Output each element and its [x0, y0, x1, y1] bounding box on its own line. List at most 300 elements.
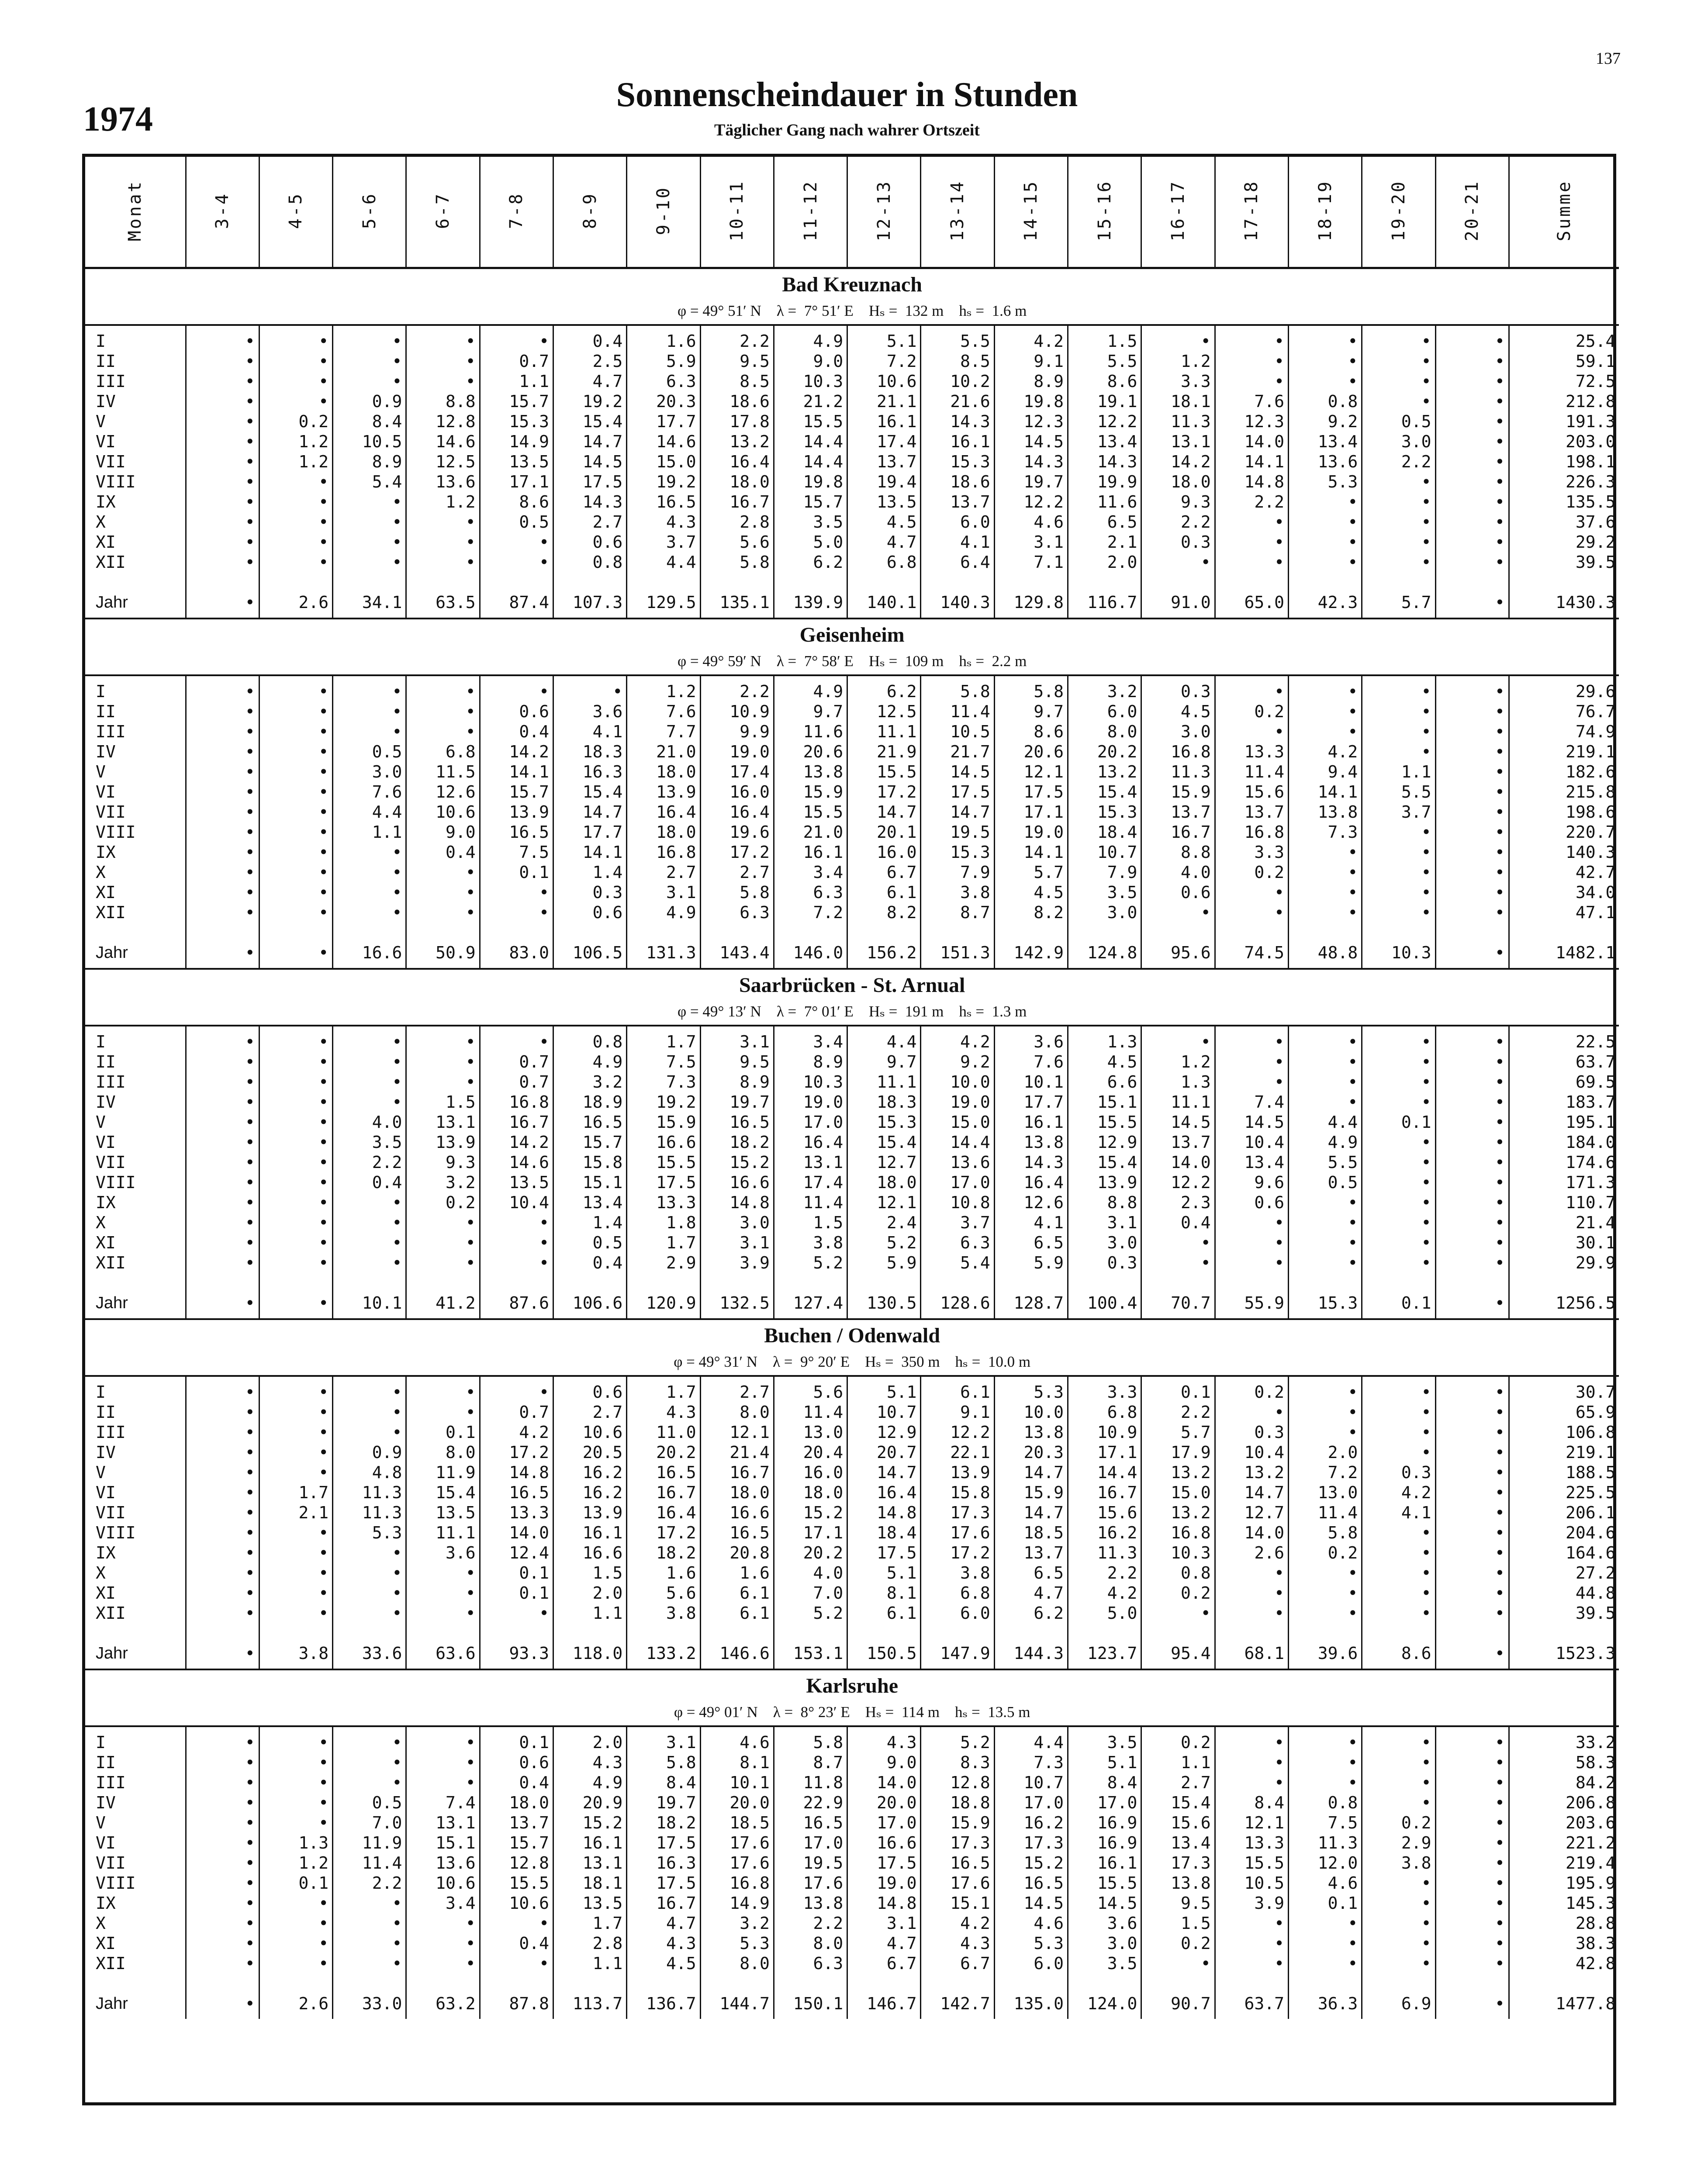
hour-cell: 17.5: [921, 782, 994, 802]
hour-cell: 15.7: [480, 391, 553, 411]
hour-cell: 123.7: [1068, 1638, 1141, 1669]
hour-cell: 4.2: [1068, 1583, 1141, 1603]
hour-cell: 6.1: [847, 882, 921, 902]
hour-cell: 19.0: [921, 1092, 994, 1112]
hour-cell: 21.1: [847, 391, 921, 411]
hour-cell: •: [186, 1583, 259, 1603]
hour-cell: •: [1362, 1893, 1435, 1913]
hour-cell: 6.8: [847, 552, 921, 572]
hour-cell: 127.4: [774, 1288, 847, 1319]
hour-cell: [1435, 572, 1509, 587]
hour-cell: 9.6: [1215, 1172, 1288, 1192]
hour-cell: 10.7: [994, 1773, 1068, 1793]
hour-cell: 13.2: [700, 432, 774, 452]
hour-cell: [333, 572, 406, 587]
hour-cell: 21.7: [921, 742, 994, 762]
hour-cell: [186, 1273, 259, 1288]
hour-cell: •: [259, 1583, 332, 1603]
year-total-row: [85, 587, 1619, 619]
table-row: [85, 492, 1619, 512]
table-row: [85, 391, 1619, 411]
hour-cell: •: [1362, 1933, 1435, 1953]
sum-cell: 110.7: [1565, 1193, 1616, 1212]
hour-cell: 14.8: [480, 1462, 553, 1482]
hour-cell: 3.7: [627, 532, 700, 552]
hour-cell: •: [1362, 1603, 1435, 1623]
table-row: [85, 472, 1619, 492]
hour-cell: 16.7: [700, 492, 774, 512]
hour-cell: 17.5: [994, 782, 1068, 802]
hour-cell: •: [1215, 1726, 1288, 1752]
hour-cell: 10.4: [1215, 1132, 1288, 1152]
hour-cell: 5.1: [847, 325, 921, 351]
hour-cell: 20.1: [847, 822, 921, 842]
spacer-row: [85, 572, 1619, 587]
sum-cell: 29.9: [1575, 1253, 1616, 1272]
hour-cell: •: [186, 1752, 259, 1773]
hour-cell: 8.3: [921, 1752, 994, 1773]
hour-cell: •: [1362, 1132, 1435, 1152]
hour-cell: 8.0: [700, 1953, 774, 1973]
hour-cell: 1.7: [259, 1482, 332, 1503]
hour-cell: 7.2: [774, 902, 847, 923]
hour-cell: 8.4: [627, 1773, 700, 1793]
hour-cell: 1.2: [1141, 351, 1215, 371]
hour-cell: 19.8: [994, 391, 1068, 411]
sum-cell: 106.8: [1565, 1423, 1616, 1442]
station-data: [85, 1026, 1619, 1319]
hour-cell: •: [259, 1026, 332, 1052]
hour-cell: 13.7: [847, 452, 921, 472]
hour-cell: •: [1435, 1482, 1509, 1503]
hour-cell: 4.7: [994, 1583, 1068, 1603]
hour-cell: 7.6: [994, 1052, 1068, 1072]
hour-cell: •: [1362, 532, 1435, 552]
hour-cell: 14.7: [994, 1462, 1068, 1482]
table-row: [85, 432, 1619, 452]
hour-cell: 10.6: [480, 1893, 553, 1913]
hour-cell: 4.7: [553, 371, 626, 391]
hour-cell: 2.2: [1068, 1563, 1141, 1583]
hour-cell: •: [186, 1288, 259, 1319]
hour-cell: 17.7: [627, 411, 700, 432]
sum-cell: [1509, 1623, 1619, 1638]
hour-cell: 10.3: [1141, 1543, 1215, 1563]
hour-cell: [700, 1973, 774, 1988]
col-header-hour: [1141, 157, 1215, 268]
hour-cell: 20.5: [553, 1442, 626, 1462]
station-name: Bad Kreuznach: [782, 273, 922, 296]
sum-cell: 164.6: [1565, 1543, 1616, 1562]
hour-cell: [1068, 572, 1141, 587]
hour-cell: 12.5: [406, 452, 480, 472]
month-label: VIII: [85, 1172, 186, 1192]
hour-cell: 21.9: [847, 742, 921, 762]
hour-cell: 144.7: [700, 1988, 774, 2019]
sum-cell: 28.8: [1575, 1914, 1616, 1933]
hour-cell: 87.6: [480, 1288, 553, 1319]
hour-cell: •: [186, 782, 259, 802]
hour-cell: 5.1: [847, 1376, 921, 1402]
hour-cell: •: [333, 1092, 406, 1112]
hour-cell: 0.7: [480, 351, 553, 371]
hour-cell: 15.2: [774, 1503, 847, 1523]
hour-cell: 0.1: [480, 862, 553, 882]
hour-cell: 150.1: [774, 1988, 847, 2019]
hour-cell: 17.5: [847, 1543, 921, 1563]
month-label: VII: [85, 1853, 186, 1873]
hour-cell: 14.4: [921, 1132, 994, 1152]
hour-cell: •: [1215, 1603, 1288, 1623]
hour-cell: 4.4: [847, 1026, 921, 1052]
hour-cell: •: [259, 862, 332, 882]
hour-cell: •: [1362, 1172, 1435, 1192]
hour-cell: 0.7: [480, 1052, 553, 1072]
hour-cell: •: [186, 882, 259, 902]
hour-cell: 10.5: [1215, 1873, 1288, 1893]
month-label: I: [85, 1726, 186, 1752]
hour-cell: •: [186, 822, 259, 842]
hour-cell: 11.6: [1068, 492, 1141, 512]
hour-cell: 7.6: [627, 702, 700, 722]
hour-cell: 16.5: [700, 1523, 774, 1543]
hour-cell: 16.2: [1068, 1523, 1141, 1543]
sum-cell: 34.0: [1575, 883, 1616, 902]
hour-cell: •: [1215, 512, 1288, 532]
hour-cell: •: [333, 702, 406, 722]
hour-cell: 100.4: [1068, 1288, 1141, 1319]
col-header-hour: [700, 157, 774, 268]
hour-cell: 17.2: [480, 1442, 553, 1462]
hour-cell: 13.4: [1068, 432, 1141, 452]
hour-cell: •: [406, 1603, 480, 1623]
hour-cell: 7.5: [480, 842, 553, 862]
hour-cell: 0.3: [1215, 1422, 1288, 1442]
hour-cell: •: [259, 1112, 332, 1132]
hour-cell: 12.9: [1068, 1132, 1141, 1152]
sum-cell: 59.1: [1575, 352, 1616, 371]
hour-cell: 11.3: [1068, 1543, 1141, 1563]
hour-cell: •: [1362, 1913, 1435, 1933]
hour-cell: 8.7: [921, 902, 994, 923]
hour-cell: [700, 1273, 774, 1288]
hour-cell: 2.7: [553, 512, 626, 532]
month-label: I: [85, 675, 186, 702]
table-row: [85, 1172, 1619, 1192]
hour-cell: 2.4: [847, 1213, 921, 1233]
month-label: VIII: [85, 822, 186, 842]
hour-cell: •: [1435, 1773, 1509, 1793]
hour-cell: 12.2: [921, 1422, 994, 1442]
month-label: [85, 923, 186, 937]
hour-cell: 4.3: [921, 1933, 994, 1953]
hour-cell: 0.2: [1141, 1583, 1215, 1603]
hour-cell: 7.4: [1215, 1092, 1288, 1112]
hour-cell: •: [1288, 1376, 1362, 1402]
station-name: Buchen / Odenwald: [85, 1319, 1619, 1351]
hour-cell: 14.0: [1215, 432, 1288, 452]
hour-cell: •: [406, 532, 480, 552]
hour-cell: •: [1435, 762, 1509, 782]
table-row: [85, 822, 1619, 842]
hour-cell: 7.2: [1288, 1462, 1362, 1482]
hour-cell: 0.9: [333, 391, 406, 411]
col-header-hour: [1288, 157, 1362, 268]
hour-cell: 14.3: [994, 452, 1068, 472]
hour-cell: •: [480, 325, 553, 351]
hour-cell: •: [406, 1563, 480, 1583]
table-row: [85, 1112, 1619, 1132]
col-header-label: 13-14: [947, 180, 968, 242]
hour-cell: 5.5: [1362, 782, 1435, 802]
hour-cell: 19.0: [994, 822, 1068, 842]
hour-cell: 151.3: [921, 937, 994, 969]
hour-cell: [921, 1273, 994, 1288]
month-label: IX: [85, 492, 186, 512]
hour-cell: •: [1435, 1052, 1509, 1072]
hour-cell: 10.9: [1068, 1422, 1141, 1442]
hour-cell: •: [1435, 1503, 1509, 1523]
hour-cell: •: [186, 351, 259, 371]
hour-cell: 0.6: [480, 1752, 553, 1773]
hour-cell: 15.0: [1141, 1482, 1215, 1503]
hour-cell: 13.1: [406, 1813, 480, 1833]
sum-cell: 47.1: [1575, 903, 1616, 922]
hour-cell: 15.9: [774, 782, 847, 802]
hour-cell: 17.7: [553, 822, 626, 842]
month-label: XI: [85, 532, 186, 552]
hour-cell: 15.6: [1215, 782, 1288, 802]
hour-cell: 4.1: [994, 1213, 1068, 1233]
hour-cell: •: [186, 552, 259, 572]
hour-cell: •: [1435, 1953, 1509, 1973]
hour-cell: •: [259, 1726, 332, 1752]
sum-cell: 1430.3: [1556, 593, 1616, 612]
col-header-label: 7-8: [506, 192, 527, 229]
hour-cell: 4.3: [627, 1933, 700, 1953]
table-row: [85, 1752, 1619, 1773]
hour-cell: 3.0: [1141, 722, 1215, 742]
hour-cell: •: [1141, 325, 1215, 351]
station-coordinates: φ = 49° 01′ N λ = 8° 23′ E Hₛ = 114 m hₛ = 13.5 m: [85, 1701, 1619, 1726]
month-label: IV: [85, 391, 186, 411]
month-label: II: [85, 702, 186, 722]
hour-cell: 3.4: [774, 862, 847, 882]
hour-cell: 3.9: [700, 1253, 774, 1273]
hour-cell: 20.6: [994, 742, 1068, 762]
hour-cell: 16.2: [553, 1482, 626, 1503]
hour-cell: 0.6: [1141, 882, 1215, 902]
hour-cell: •: [1435, 1026, 1509, 1052]
hour-cell: 18.0: [480, 1793, 553, 1813]
hour-cell: •: [186, 432, 259, 452]
hour-cell: •: [333, 1913, 406, 1933]
col-header-hour: [186, 157, 259, 268]
hour-cell: •: [1215, 902, 1288, 923]
hour-cell: 14.5: [921, 762, 994, 782]
hour-cell: 4.4: [333, 802, 406, 822]
hour-cell: •: [406, 1933, 480, 1953]
hour-cell: •: [259, 782, 332, 802]
hour-cell: 16.5: [921, 1853, 994, 1873]
hour-cell: 4.3: [553, 1752, 626, 1773]
hour-cell: •: [406, 1253, 480, 1273]
hour-cell: 15.4: [847, 1132, 921, 1152]
hour-cell: •: [186, 937, 259, 969]
hour-cell: •: [186, 391, 259, 411]
hour-cell: 14.3: [921, 411, 994, 432]
hour-cell: •: [1362, 902, 1435, 923]
hour-cell: 33.6: [333, 1638, 406, 1669]
hour-cell: 13.3: [1215, 742, 1288, 762]
hour-cell: 150.5: [847, 1638, 921, 1669]
hour-cell: •: [1215, 1026, 1288, 1052]
hour-cell: •: [259, 1213, 332, 1233]
month-label: VII: [85, 1503, 186, 1523]
table-row: [85, 742, 1619, 762]
hour-cell: 3.8: [259, 1638, 332, 1669]
month-label: VII: [85, 1152, 186, 1172]
hour-cell: 16.8: [1215, 822, 1288, 842]
hour-cell: 5.3: [994, 1933, 1068, 1953]
hour-cell: 0.1: [480, 1583, 553, 1603]
hour-cell: •: [1362, 702, 1435, 722]
hour-cell: •: [186, 762, 259, 782]
hour-cell: 14.7: [553, 802, 626, 822]
hour-cell: •: [1435, 675, 1509, 702]
hour-cell: 16.1: [553, 1523, 626, 1543]
hour-cell: 0.8: [1288, 1793, 1362, 1813]
header-row: [85, 157, 1619, 268]
hour-cell: [1288, 923, 1362, 937]
hour-cell: 3.5: [333, 1132, 406, 1152]
hour-cell: •: [1435, 1523, 1509, 1543]
hour-cell: 4.0: [774, 1563, 847, 1583]
table-row: [85, 1813, 1619, 1833]
hour-cell: 14.7: [921, 802, 994, 822]
hour-cell: 20.2: [627, 1442, 700, 1462]
hour-cell: 113.7: [553, 1988, 626, 2019]
hour-cell: 8.2: [847, 902, 921, 923]
hour-cell: 95.6: [1141, 937, 1215, 969]
hour-cell: •: [1288, 1233, 1362, 1253]
hour-cell: [627, 1623, 700, 1638]
hour-cell: 5.9: [994, 1253, 1068, 1273]
hour-cell: 10.7: [847, 1402, 921, 1422]
sum-cell: 69.5: [1575, 1072, 1616, 1092]
hour-cell: •: [186, 1833, 259, 1853]
hour-cell: •: [1435, 1726, 1509, 1752]
hour-cell: 3.3: [1215, 842, 1288, 862]
hour-cell: •: [259, 512, 332, 532]
hour-cell: 2.0: [1068, 552, 1141, 572]
hour-cell: 13.1: [406, 1112, 480, 1132]
col-header-label: 4-5: [286, 192, 306, 229]
hour-cell: [480, 923, 553, 937]
hour-cell: •: [186, 1026, 259, 1052]
hour-cell: 14.2: [480, 1132, 553, 1152]
hour-cell: 16.5: [700, 1112, 774, 1132]
hour-cell: •: [333, 1583, 406, 1603]
col-header-hour: [847, 157, 921, 268]
hour-cell: 15.6: [1068, 1503, 1141, 1523]
hour-cell: 1.5: [1068, 325, 1141, 351]
hour-cell: 4.5: [847, 512, 921, 532]
hour-cell: 16.0: [700, 782, 774, 802]
hour-cell: [700, 572, 774, 587]
hour-cell: 0.3: [1068, 1253, 1141, 1273]
hour-cell: 5.8: [700, 882, 774, 902]
hour-cell: •: [333, 882, 406, 902]
hour-cell: 139.9: [774, 587, 847, 619]
hour-cell: 9.0: [406, 822, 480, 842]
sum-cell: 76.7: [1575, 702, 1616, 721]
hour-cell: 11.3: [1141, 411, 1215, 432]
hour-cell: 132.5: [700, 1288, 774, 1319]
hour-cell: 16.2: [994, 1813, 1068, 1833]
hour-cell: [186, 572, 259, 587]
hour-cell: 6.0: [921, 512, 994, 532]
hour-cell: •: [259, 532, 332, 552]
hour-cell: •: [406, 722, 480, 742]
hour-cell: 1.2: [627, 675, 700, 702]
hour-cell: 130.5: [847, 1288, 921, 1319]
hour-cell: •: [259, 552, 332, 572]
hour-cell: •: [186, 1482, 259, 1503]
sum-cell: 183.7: [1565, 1092, 1616, 1112]
hour-cell: 9.4: [1288, 762, 1362, 782]
hour-cell: •: [1215, 1072, 1288, 1092]
hour-cell: •: [480, 1213, 553, 1233]
hour-cell: •: [1435, 842, 1509, 862]
hour-cell: 6.7: [847, 1953, 921, 1973]
col-header-label: Summe: [1554, 180, 1575, 242]
hour-cell: •: [186, 1376, 259, 1402]
hour-cell: 4.9: [627, 902, 700, 923]
hour-cell: [259, 1973, 332, 1988]
hour-cell: •: [1435, 1402, 1509, 1422]
hour-cell: 0.2: [1215, 1376, 1288, 1402]
hour-cell: 10.0: [921, 1072, 994, 1092]
month-label: IX: [85, 1893, 186, 1913]
hour-cell: •: [333, 1052, 406, 1072]
hour-cell: •: [186, 472, 259, 492]
sum-cell: 198.6: [1565, 802, 1616, 822]
hour-cell: •: [1362, 722, 1435, 742]
hour-cell: •: [1362, 1752, 1435, 1773]
hour-cell: 17.4: [700, 762, 774, 782]
hour-cell: 95.4: [1141, 1638, 1215, 1669]
hour-cell: •: [1362, 742, 1435, 762]
hour-cell: 9.1: [921, 1402, 994, 1422]
table-row: [85, 452, 1619, 472]
col-header-hour: [406, 157, 480, 268]
hour-cell: 4.3: [847, 1726, 921, 1752]
hour-cell: 19.6: [700, 822, 774, 842]
hour-cell: 2.2: [1141, 1402, 1215, 1422]
hour-cell: [847, 923, 921, 937]
hour-cell: •: [1435, 1172, 1509, 1192]
hour-cell: 14.7: [994, 1503, 1068, 1523]
year-total-row: [85, 1988, 1619, 2019]
hour-cell: 17.5: [627, 1172, 700, 1192]
hour-cell: [994, 1973, 1068, 1988]
hour-cell: [259, 923, 332, 937]
hour-cell: 6.0: [1068, 702, 1141, 722]
table-row: [85, 1933, 1619, 1953]
hour-cell: 0.5: [333, 1793, 406, 1813]
hour-cell: 12.8: [406, 411, 480, 432]
